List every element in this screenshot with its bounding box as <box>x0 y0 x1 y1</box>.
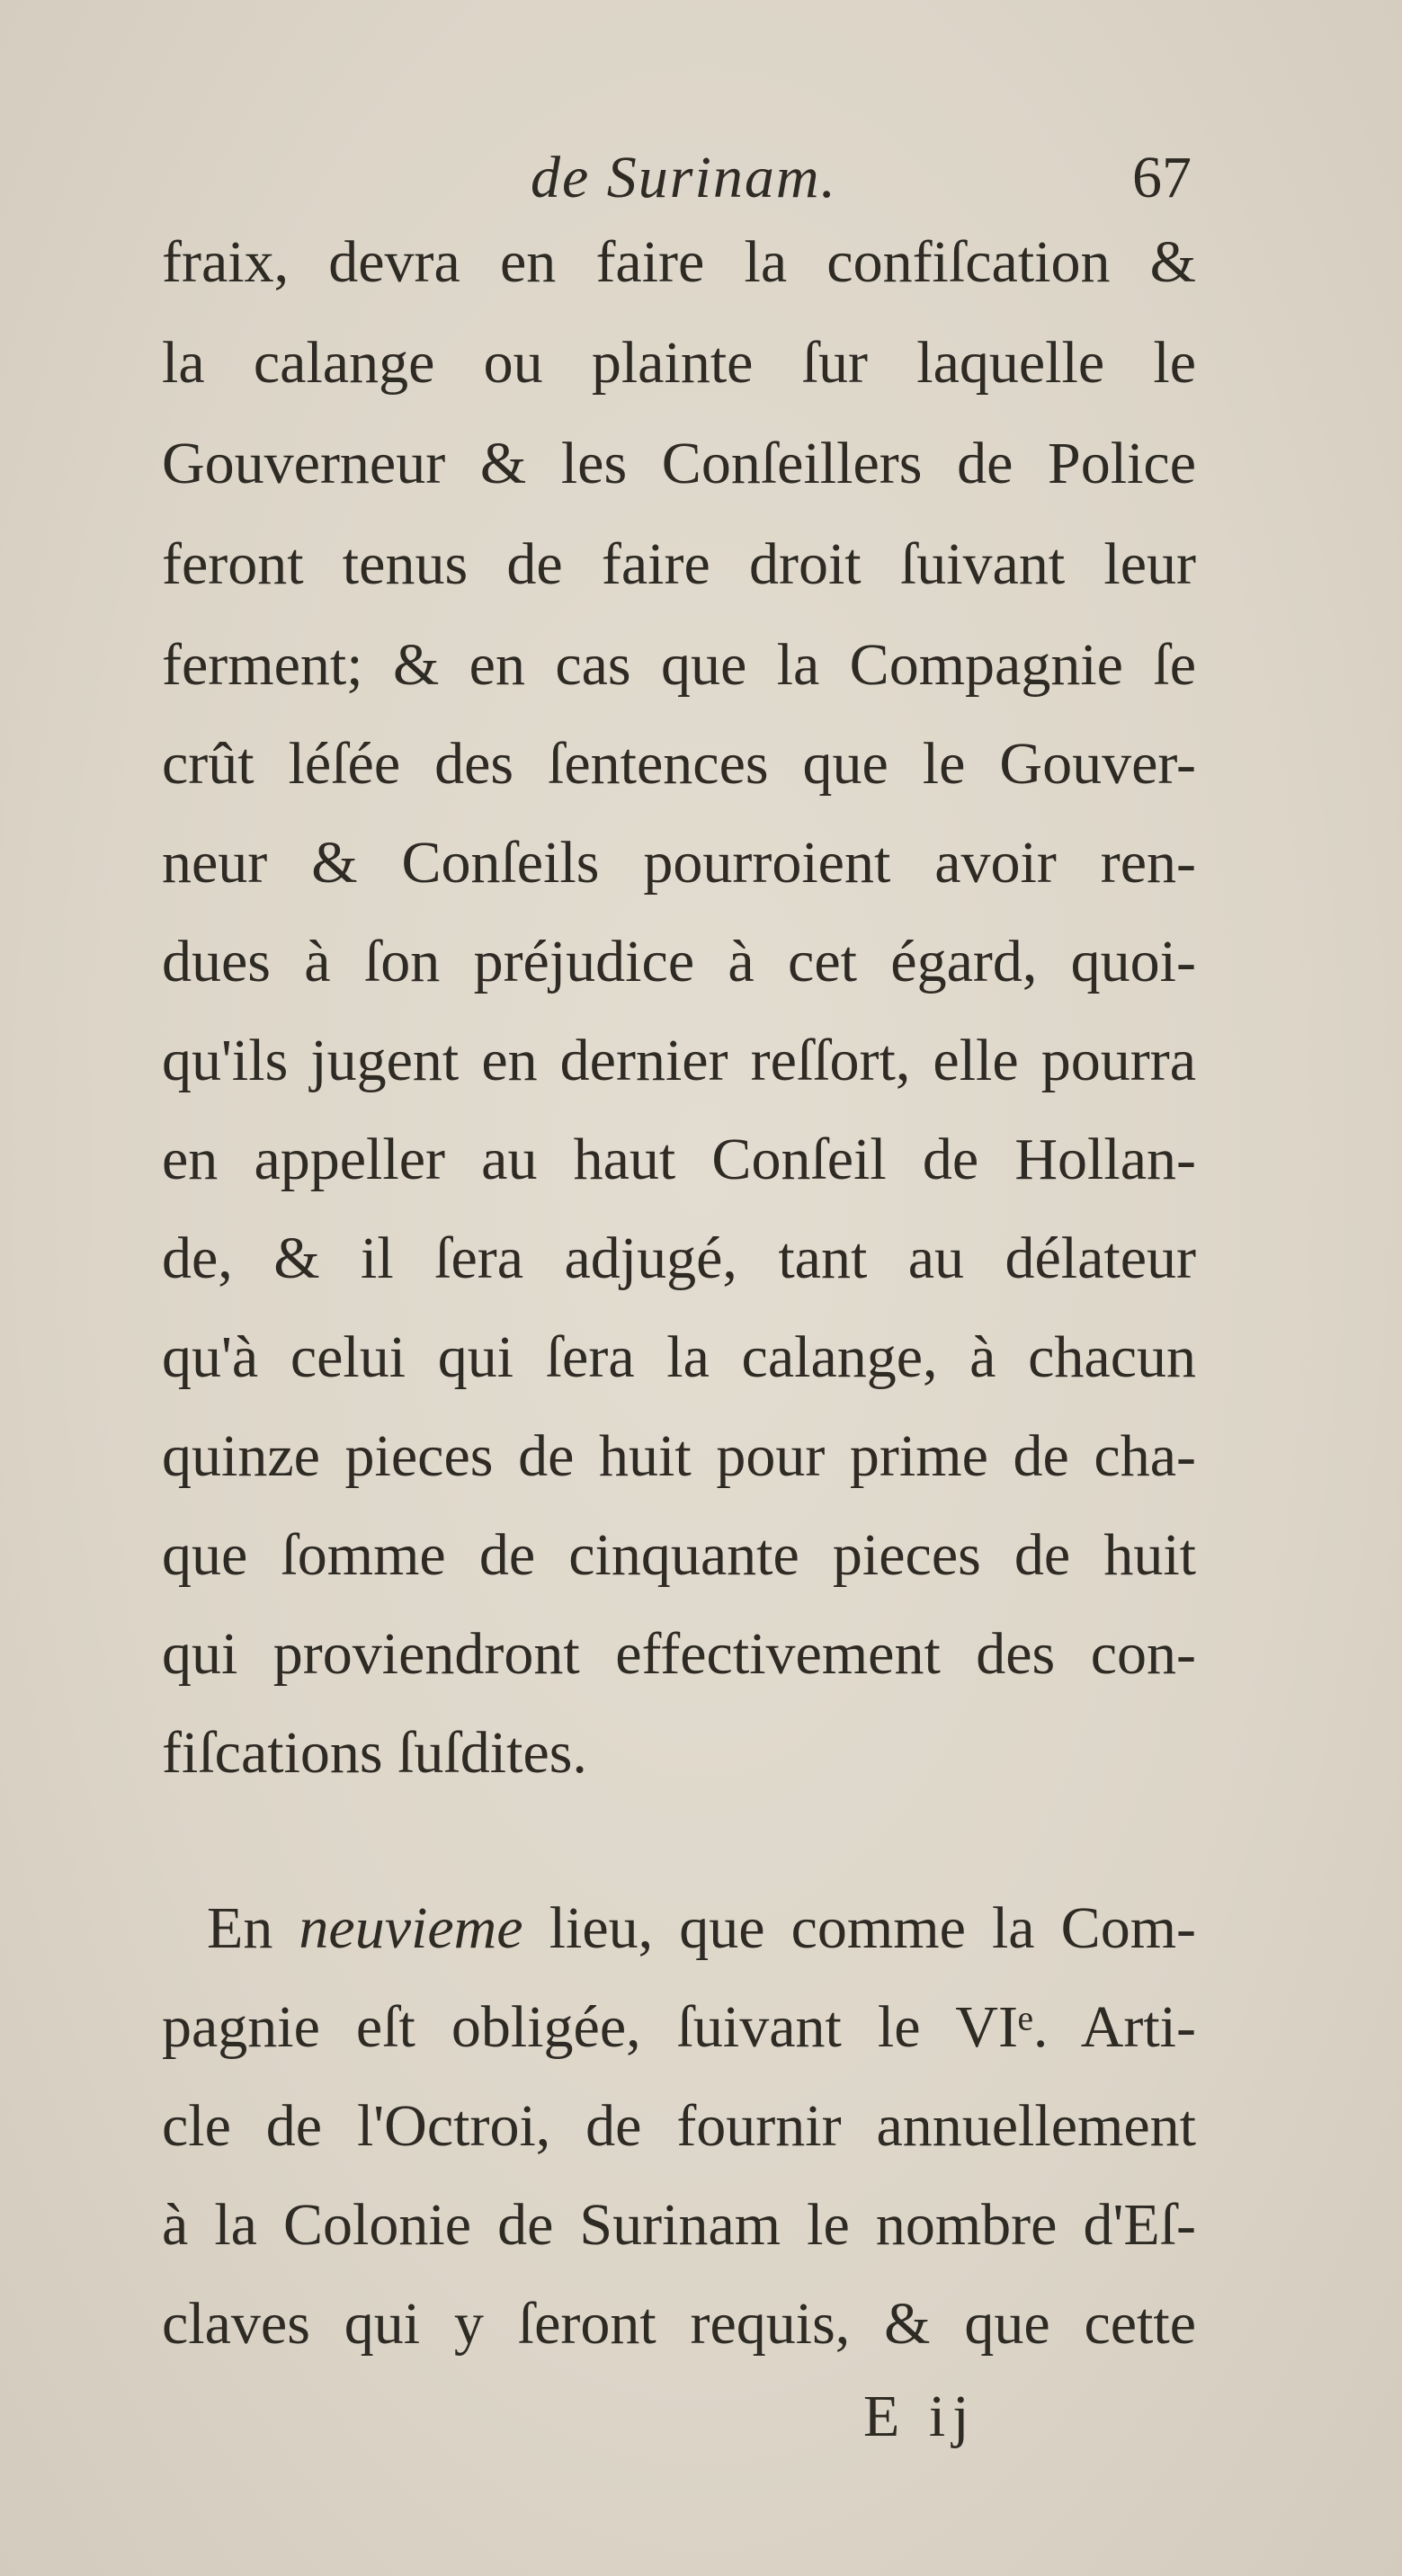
text-line: dues à ſon préjudice à cet égard, quoi- <box>162 929 1196 994</box>
text-line: qu'à celui qui ſera la calange, à chacun <box>162 1324 1196 1390</box>
text-line: pagnie eſt obligée, ſuivant le VIᵉ. Arti- <box>162 1994 1196 2060</box>
paragraph-opening-line <box>207 1893 1196 1965</box>
text-line: qu'ils jugent en dernier reſſort, elle pourra <box>162 1028 1196 1093</box>
text-line: en appeller au haut Conſeil de Hollan- <box>162 1127 1196 1192</box>
text-line: fiſcations ſuſdites. <box>162 1720 587 1786</box>
text-line: claves qui y ſeront requis, & que cette <box>162 2291 1196 2357</box>
running-title: de Surinam. <box>531 145 837 210</box>
text-line: neur & Conſeils pourroient avoir ren- <box>162 830 1196 896</box>
text-line: feront tenus de faire droit ſuivant leur <box>162 531 1196 597</box>
text-line: ferment; & en cas que la Compagnie ſe <box>162 632 1196 698</box>
text-line: que ſomme de cinquante pieces de huit <box>162 1522 1196 1588</box>
text-line: de, & il ſera adjugé, tant au délateur <box>162 1226 1196 1291</box>
page-number: 67 <box>1132 145 1192 210</box>
text-line: cle de l'Octroi, de fournir annuellement <box>162 2093 1196 2159</box>
italic-word: neuvieme <box>299 1895 523 1961</box>
text-span: lieu, que comme la Com- <box>549 1895 1197 1961</box>
text-line: crût léſée des ſentences que le Gouver- <box>162 731 1196 797</box>
page-header <box>162 144 1214 225</box>
text-line: fraix, devra en faire la confiſcation & <box>162 229 1196 295</box>
text-line: la calange ou plainte ſur laquelle le <box>162 330 1196 396</box>
text-span: En <box>207 1895 273 1961</box>
text-line: à la Colonie de Surinam le nombre d'Eſ- <box>162 2192 1196 2258</box>
text-line: qui proviendront effectivement des con- <box>162 1621 1196 1687</box>
signature-mark: E ij <box>863 2384 977 2449</box>
text-line: Gouverneur & les Conſeillers de Police <box>162 431 1196 496</box>
text-line: quinze pieces de huit pour prime de cha- <box>162 1423 1196 1489</box>
